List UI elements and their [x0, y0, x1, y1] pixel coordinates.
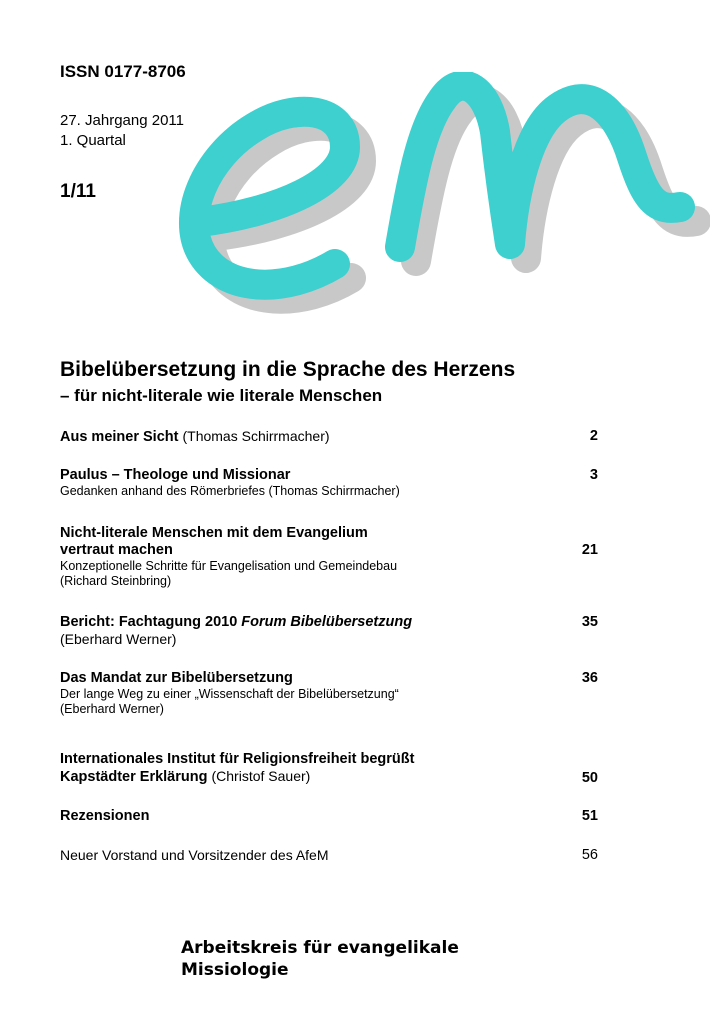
toc-title: Aus meiner Sicht — [60, 429, 179, 445]
toc-entry — [60, 467, 660, 499]
toc-entry — [60, 428, 660, 446]
toc-title: Neuer Vorstand und Vorsitzender des AfeM — [60, 847, 329, 863]
main-title: Bibelübersetzung in die Sprache des Herzens — [60, 358, 516, 381]
toc-title: Rezensionen — [60, 808, 150, 824]
toc-subtitle: (Richard Steinbring) — [60, 574, 172, 588]
toc-page: 56 — [581, 847, 598, 863]
toc-title: Internationales Institut für Religionsfreiheit begrüßt — [60, 751, 415, 767]
publisher-name: Missiologie — [181, 960, 289, 980]
toc-page: 36 — [581, 670, 598, 686]
toc-title: Nicht-literale Menschen mit dem Evangelium — [60, 525, 368, 541]
toc-author: (Christof Sauer) — [211, 768, 311, 784]
toc-page: 51 — [581, 808, 598, 824]
toc-title-italic: Forum Bibelübersetzung — [241, 614, 413, 630]
toc-entry — [60, 614, 660, 647]
toc-title: Das Mandat zur Bibelübersetzung — [60, 670, 293, 686]
toc-entry — [60, 808, 660, 825]
toc-title: vertraut machen — [60, 542, 173, 558]
toc-page: 3 — [589, 467, 598, 483]
em-logo — [150, 72, 710, 342]
toc-entry — [60, 525, 660, 589]
toc-page: 2 — [589, 428, 598, 444]
toc-entry — [60, 751, 660, 786]
subtitle: – für nicht-literale wie literale Menschen — [60, 386, 383, 405]
volume-year: 27. Jahrgang 2011 — [60, 112, 184, 129]
toc-subtitle: Konzeptionelle Schritte für Evangelisation und Gemeindebau — [60, 559, 398, 573]
toc-author: (Thomas Schirrmacher) — [182, 428, 330, 444]
toc-author: (Eberhard Werner) — [60, 631, 177, 647]
toc-subtitle: (Eberhard Werner) — [60, 702, 164, 716]
toc-title: Kapstädter Erklärung — [60, 769, 208, 785]
toc-subtitle: Gedanken anhand des Römerbriefes (Thomas Schirrmacher) — [60, 484, 400, 498]
publisher-name: Arbeitskreis für evangelikale — [181, 938, 459, 958]
toc-subtitle: Der lange Weg zu einer „Wissenschaft der Bibelübersetzung“ — [60, 687, 399, 701]
toc-title: Bericht: Fachtagung 2010 — [60, 614, 242, 630]
toc-entry — [60, 670, 660, 717]
toc-page: 21 — [581, 542, 598, 558]
toc-page: 35 — [581, 614, 598, 630]
quarter: 1. Quartal — [60, 132, 126, 149]
issue-number: 1/11 — [60, 181, 96, 202]
toc-entry — [60, 847, 660, 864]
toc-title: Paulus – Theologe und Missionar — [60, 467, 291, 483]
issn: ISSN 0177-8706 — [60, 62, 186, 81]
toc-page: 50 — [581, 770, 598, 786]
